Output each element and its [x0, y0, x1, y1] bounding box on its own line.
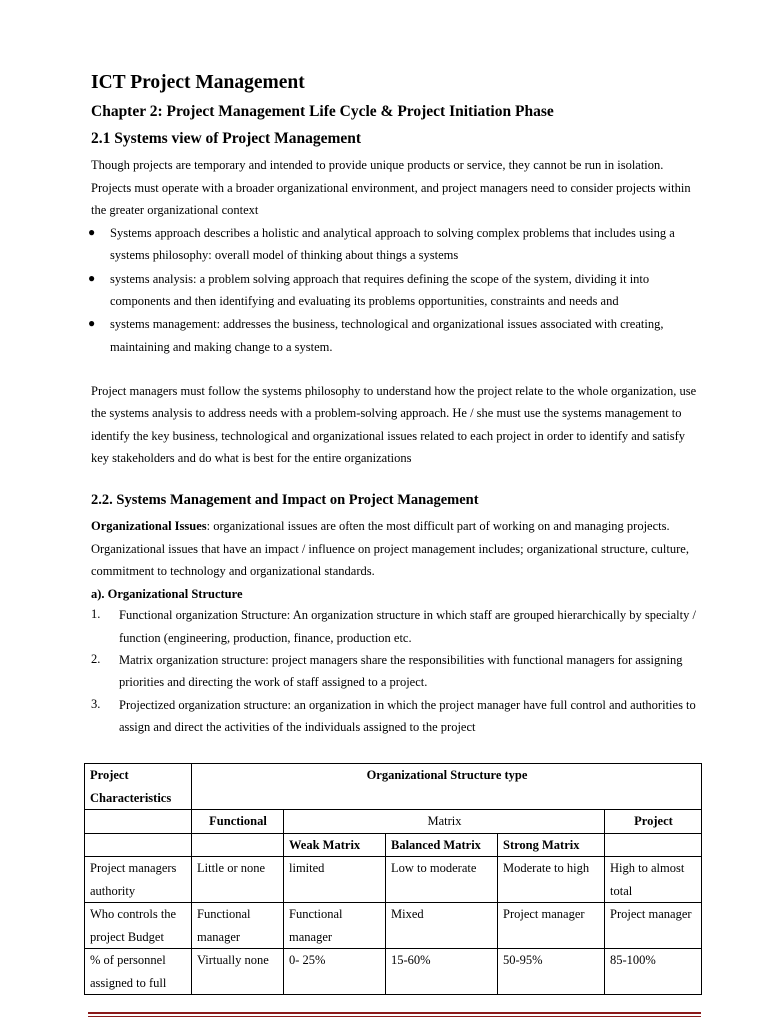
list-item-text: Projectized organization structure: an organization in which the project manager have full control and authorities to: [119, 698, 696, 712]
footer-rule: [88, 1016, 701, 1017]
org-structure-subheading: a). Organizational Structure: [91, 587, 243, 601]
cell-line: 15-60%: [391, 953, 431, 967]
section-2-1-heading: 2.1 Systems view of Project Management: [91, 130, 362, 147]
table-cell: [192, 857, 284, 903]
col-project: Project: [605, 810, 702, 834]
row-label: [85, 857, 192, 903]
list-number: 1.: [91, 607, 101, 621]
table-cell: [284, 857, 386, 903]
corner-line: Characteristics: [90, 790, 172, 805]
col-matrix: Matrix: [284, 810, 605, 834]
table-cell: [192, 949, 284, 995]
section-2-2-heading: 2.2. Systems Management and Impact on Project Management: [91, 492, 479, 508]
list-number: 3.: [91, 697, 101, 711]
list-item-text: function (engineering, production, finance, production etc.: [119, 631, 412, 645]
cell-line: Little or none: [197, 861, 266, 875]
table-body: [85, 857, 702, 995]
table-cell: [284, 949, 386, 995]
table-cell: [386, 949, 498, 995]
cell-line: Virtually none: [197, 953, 269, 967]
org-issues-line: Organizational issues that have an impact / influence on project management includes; organizational structure, culture,: [91, 542, 689, 556]
table-cell: [386, 857, 498, 903]
table-row: [85, 949, 702, 995]
table-cell: [498, 857, 605, 903]
cell-line: Low to moderate: [391, 861, 477, 875]
bullet-text: systems philosophy: overall model of thinking about things a systems: [110, 248, 459, 262]
bullet-dot-icon: ●: [88, 225, 96, 239]
bullet-text: Systems approach describes a holistic and analytical approach to solving complex problems that includes using a: [110, 226, 675, 240]
empty-cell: [85, 810, 192, 834]
bullet-text: systems management: addresses the business, technological and organizational issues associated with creating,: [110, 317, 664, 331]
intro-line: Though projects are temporary and intended to provide unique products or service, they cannot be run in isolation.: [91, 158, 664, 172]
cell-line: limited: [289, 861, 325, 875]
table-cell: [192, 903, 284, 949]
org-issues-line: commitment to technology and organizational standards.: [91, 564, 375, 578]
col-functional: Functional: [192, 810, 284, 834]
row-label: [85, 903, 192, 949]
bullet-dot-icon: ●: [88, 271, 96, 285]
org-issues-line: [91, 518, 670, 534]
row-label-line: % of personnel: [90, 953, 166, 967]
paragraph-line: Project managers must follow the systems philosophy to understand how the project relate to the whole organization, use: [91, 384, 697, 398]
table-cell: [605, 949, 702, 995]
table-row: [85, 857, 702, 903]
table-row: [85, 903, 702, 949]
cell-line: 0- 25%: [289, 953, 326, 967]
group-header: Organizational Structure type: [192, 764, 702, 810]
cell-line: Moderate to high: [503, 861, 590, 875]
paragraph-line: the systems analysis to address needs with a problem-solving approach. He / she must use the systems management to: [91, 406, 682, 420]
cell-line: 50-95%: [503, 953, 543, 967]
row-label: [85, 949, 192, 995]
list-item-text: Matrix organization structure: project managers share the responsibilities with functional managers for assigning: [119, 653, 683, 667]
row-label-line: assigned to full: [90, 975, 167, 990]
paragraph-line: key stakeholders and do what is best for the entire organizations: [91, 451, 412, 465]
cell-line: manager: [197, 929, 241, 944]
table-corner-header: [85, 764, 192, 810]
cell-line: Mixed: [391, 907, 424, 921]
table-cell: [498, 949, 605, 995]
table-cell: [498, 903, 605, 949]
col-strong-matrix: Strong Matrix: [498, 833, 605, 857]
row-label-line: Who controls the: [90, 907, 177, 921]
table-cell: [284, 903, 386, 949]
bullet-text: maintaining and making change to a system.: [110, 340, 333, 354]
row-label-line: project Budget: [90, 929, 164, 944]
empty-cell: [192, 833, 284, 857]
cell-line: manager: [289, 929, 333, 944]
cell-line: total: [610, 883, 633, 898]
list-number: 2.: [91, 652, 101, 666]
row-label-line: Project managers: [90, 861, 177, 875]
intro-line: the greater organizational context: [91, 203, 259, 217]
bullet-dot-icon: ●: [88, 316, 96, 330]
col-balanced-matrix: Balanced Matrix: [386, 833, 498, 857]
cell-line: Functional: [289, 907, 343, 921]
table-cell: [605, 903, 702, 949]
org-issues-text: : organizational issues are often the most difficult part of working on and managing projects.: [206, 519, 670, 533]
col-weak-matrix: Weak Matrix: [284, 833, 386, 857]
bullet-text: systems analysis: a problem solving approach that requires defining the scope of the system, dividing it into: [110, 272, 650, 286]
cell-line: Functional: [197, 907, 251, 921]
org-issues-label: Organizational Issues: [91, 519, 207, 533]
org-structure-table: [84, 763, 702, 995]
chapter-heading: Chapter 2: Project Management Life Cycle & Project Initiation Phase: [91, 103, 554, 120]
footer-rule: [88, 1012, 701, 1014]
row-label-line: authority: [90, 883, 136, 898]
cell-line: 85-100%: [610, 953, 656, 967]
empty-cell: [605, 833, 702, 857]
paragraph-line: identify the key business, technological and organizational issues related to each project in order to identify and satisfy: [91, 429, 686, 443]
document-title: ICT Project Management: [91, 72, 305, 93]
table-cell: [386, 903, 498, 949]
list-item-text: priorities and directing the work of staff assigned to a project.: [119, 675, 428, 689]
bullet-text: components and then identifying and evaluating its problems opportunities, constraints and needs and: [110, 294, 619, 308]
list-item-text: assign and direct the activities of the individuals assigned to the project: [119, 720, 476, 734]
table-cell: [605, 857, 702, 903]
list-item-text: Functional organization Structure: An organization structure in which staff are grouped hierarchically by specialty /: [119, 608, 696, 622]
intro-line: Projects must operate with a broader organizational environment, and project managers need to consider projects within: [91, 181, 691, 195]
cell-line: Project manager: [503, 907, 585, 921]
empty-cell: [85, 833, 192, 857]
corner-line: Project: [90, 768, 129, 782]
cell-line: Project manager: [610, 907, 692, 921]
cell-line: High to almost: [610, 861, 685, 875]
